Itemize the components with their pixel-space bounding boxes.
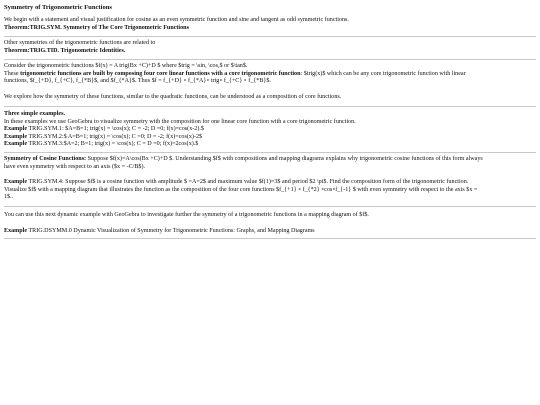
example-text: TRIG.SYM.3:$A=2; B=1; trig(x) = \cos(x); C = D =0; f(x)=2cos(x).$ [27, 141, 199, 148]
theorem-trig-tid-link[interactable]: Theorem:TRIG.TID. Trigonometric Identities. [4, 47, 126, 54]
consider-line-3: functions, $f_{+D}, f_{+C}, f_{*B}$, and $f_{*A}$. Thus $f = f_{+D} ∘ f_{*A}∘ trig∘ f_{+C} ∘ f_{*B}$. [4, 78, 271, 85]
examples-section [4, 111, 536, 149]
last-example-line[interactable] [4, 228, 536, 236]
examples-heading: Three simple examples. [4, 111, 65, 117]
example-text: TRIG.SYM.1: $A=B=1; trig(x) = \cos(x); C = -2; D =0; f(x)=cos(x-2).$ [27, 126, 204, 133]
example-text: TRIG.SYM.2:$ A=B=1; trig(x) = \cos(x); C =0; D = -2; f(x)=cos(x)-2$ [27, 133, 203, 140]
example-label: Example [4, 133, 28, 140]
example-4-section [4, 179, 536, 202]
examples-intro: In these examples we use GeoGebra to visualize symmetry with the composition for one linear core function with a core trigonometric function. [4, 118, 356, 125]
consider-line-2-prefix: These [4, 70, 21, 77]
example-label: Example [4, 141, 28, 148]
example-4-line-3: 1$.. [4, 194, 14, 201]
other-symmetries-section [4, 40, 536, 55]
explore-text: We explore how the symmetry of these functions, similar to the quadratic functions, can be understood as a composition of core functions. [4, 94, 342, 100]
cosine-symmetry-line-1 [4, 156, 536, 164]
other-symmetries-text: Other symmetries of the trigonometric functions are related to [4, 40, 156, 46]
cosine-symmetry-text: Suppose $f(x)=A\cos(Bx +C)+D $. Understanding $f$ with compositions and mapping diagrams explains why trigonometric cosine functions of this form always [86, 156, 483, 162]
intro-section [4, 17, 536, 32]
page-title: Symmetry of Trigonometric Functions [4, 4, 112, 11]
example-label: Example [4, 179, 28, 185]
example-label: Example [4, 228, 28, 234]
divider [4, 152, 536, 153]
divider [4, 59, 536, 60]
cosine-symmetry-heading: Symmetry of Cosine Functions: [4, 156, 87, 162]
example-4-line-2: Visualize $f$ with a mapping diagram that illustrates the function as the composition of the four core functions $f_{+1} ∘ f_{*2} ∘cos∘f_{-1} $ with even symmetry with respect to the axis $x = [4, 186, 478, 193]
example-item[interactable] [4, 126, 536, 134]
theorem-trig-sym-link[interactable]: Theorem:TRIG.SYM. Symmetry of The Core Trigonometric Functions [4, 24, 189, 31]
divider [4, 206, 536, 207]
consider-line-1: Consider the trigonometric functions $f(x) = A trig(Bx +C)+D $ where $trig = \sin, \cos,$ or $\tan$. [4, 63, 248, 69]
divider [4, 106, 536, 107]
cosine-symmetry-line-2: have even symmetry with respect to an axis ($x = -C/B$). [4, 163, 146, 170]
last-example-text: TRIG.DSYMM.0 Dynamic Visualization of Symmetry for Trigonometric Functions: Graphs, and Mapping Diagrams [27, 228, 315, 234]
example-item[interactable] [4, 141, 536, 149]
cosine-symmetry-section [4, 156, 536, 171]
example-4-line-1[interactable] [4, 179, 536, 187]
intro-text: We begin with a statement and visual justification for cosine as an even symmetric function and sine and tangent as odd symmetric functions. [4, 17, 349, 23]
example-4-text: TRIG.SYM.4: Suppose $f$ is a cosine function with amplitude $ =A=2$ and maximum value $f(1)=3$ and period $2 \pi$. Find the composition form of the trigonometric function. [27, 179, 469, 185]
consider-line-2-suffix: : $trig(x)$ which can be any core trigonometric function with linear [300, 70, 466, 77]
dynamic-example-text: You can use this next dynamic example with GeoGebra to investigate further the symmetry of a trigonometric functions in a mapping diagram of $f$. [4, 212, 369, 218]
divider [4, 36, 536, 37]
consider-section [4, 63, 536, 86]
divider [4, 238, 536, 239]
consider-line-2-bold: trigonometric functions are built by composing four core linear functions with a core trigonometric function [20, 70, 301, 77]
example-label: Example [4, 126, 28, 133]
